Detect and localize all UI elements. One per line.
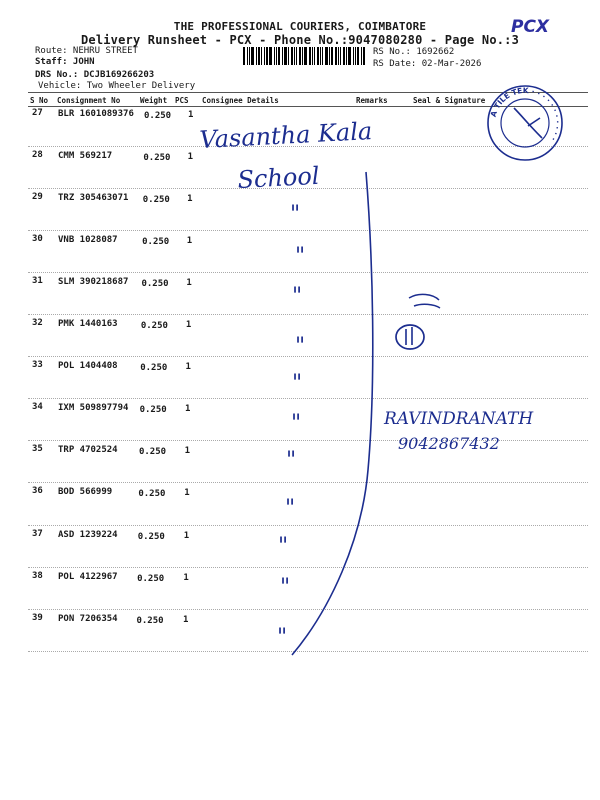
barcode-bar: [269, 47, 272, 65]
company-title: THE PROFESSIONAL COURIERS, COIMBATORE: [173, 20, 427, 33]
col-sno: S No: [30, 96, 49, 105]
barcode-bar: [325, 47, 328, 65]
handwritten-school-line1: Vasantha Kala: [198, 116, 373, 154]
barcode-bar: [363, 47, 365, 65]
row-pcs: 1: [183, 572, 189, 583]
vehicle-label: Vehicle: Two Wheeler Delivery: [38, 81, 196, 91]
row-sno: 35: [32, 444, 43, 455]
ditto-mark: ": [292, 371, 303, 396]
barcode-bar: [247, 47, 248, 65]
barcode-image: [243, 47, 368, 65]
barcode-bar: [278, 47, 280, 65]
row-separator: [28, 314, 588, 315]
row-separator: [28, 272, 588, 273]
row-sno: 33: [32, 360, 43, 371]
barcode-bar: [357, 47, 359, 65]
barcode-bar: [322, 47, 323, 65]
row-weight: 0.250: [141, 279, 169, 290]
pcx-logo: PCX: [511, 17, 550, 37]
barcode-bar: [348, 47, 351, 65]
row-separator: [28, 482, 588, 483]
row-weight: 0.250: [142, 195, 170, 206]
barcode-bar: [329, 47, 330, 65]
ditto-mark: ": [295, 244, 306, 269]
row-consignment-no: CMM 569217: [58, 151, 113, 162]
barcode-bar: [256, 47, 257, 65]
col-pcs: PCS: [175, 96, 189, 105]
row-weight: 0.250: [137, 573, 165, 584]
handwritten-bracket-line: [292, 172, 373, 655]
row-sno: 31: [32, 276, 43, 287]
ditto-mark: ": [285, 496, 296, 521]
row-consignment-no: IXM 509897794: [58, 403, 129, 414]
row-pcs: 1: [186, 236, 193, 247]
ditto-mark: ": [286, 448, 297, 473]
row-weight: 0.250: [143, 153, 171, 164]
route-label: Route: NEHRU STREET: [35, 46, 138, 56]
barcode-bar: [282, 47, 283, 65]
row-separator: [28, 188, 588, 189]
ditto-mark: ": [292, 284, 303, 309]
row-separator: [28, 651, 588, 652]
row-consignment-no: POL 4122967: [58, 571, 118, 582]
barcode-bar: [276, 47, 277, 65]
barcode-bar: [338, 47, 339, 65]
barcode-bar: [294, 47, 295, 65]
barcode-bar: [317, 47, 319, 65]
handwritten-circled-mark: [396, 325, 424, 349]
barcode-bar: [346, 47, 347, 65]
ditto-mark: ": [290, 202, 301, 227]
row-sno: 28: [32, 150, 43, 161]
ditto-mark: ": [277, 625, 288, 650]
barcode-bar: [340, 47, 341, 65]
row-sno: 39: [32, 612, 43, 623]
handwritten-receiver-name: RAVINDRANATH: [384, 409, 534, 429]
row-weight: 0.250: [144, 111, 172, 121]
runsheet-subtitle: Delivery Runsheet - PCX - Phone No.:9047080280 - Page No.:3: [80, 33, 520, 47]
barcode-bar: [331, 47, 333, 65]
row-sno: 37: [32, 528, 43, 539]
row-weight: 0.250: [138, 489, 166, 500]
barcode-bar: [291, 47, 293, 65]
row-weight: 0.250: [138, 447, 167, 458]
row-sno: 27: [32, 108, 43, 118]
company-seal-stamp: [484, 82, 566, 164]
row-pcs: 1: [185, 362, 191, 373]
barcode-bar: [335, 47, 337, 65]
row-consignment-no: PON 7206354: [58, 613, 118, 624]
rs-number: RS No.: 1692662: [373, 47, 455, 57]
barcode-bar: [249, 47, 250, 65]
rs-date: RS Date: 02-Mar-2026: [373, 59, 482, 69]
barcode-bar: [284, 47, 287, 65]
row-consignment-no: POL 1404408: [58, 361, 118, 372]
staff-label: Staff: JOHN: [35, 57, 95, 67]
barcode-bar: [299, 47, 301, 65]
col-consignment: Consignment No: [57, 96, 121, 105]
barcode-bar: [314, 47, 315, 65]
row-pcs: 1: [183, 530, 190, 541]
row-consignment-no: VNB 1028087: [58, 235, 118, 246]
ditto-mark: ": [280, 575, 291, 600]
row-consignment-no: BLR 1601089376: [58, 109, 134, 119]
barcode-bar: [355, 47, 356, 65]
barcode-bar: [264, 47, 265, 65]
row-consignment-no: SLM 390218687: [58, 277, 129, 288]
row-pcs: 1: [184, 446, 191, 457]
ditto-mark: ": [295, 334, 306, 359]
svg-text:A TILE TEK · · · · · · · · · ·: A TILE TEK · · · · · · · · · · ·: [488, 85, 563, 143]
col-consignee-details: Consignee Details: [202, 96, 279, 105]
row-pcs: 1: [187, 194, 193, 205]
barcode-bar: [251, 47, 254, 65]
handwritten-school-line2: School: [236, 161, 321, 194]
row-consignment-no: PMK 1440163: [58, 319, 118, 330]
barcode-bar: [302, 47, 303, 65]
row-separator: [28, 398, 588, 399]
barcode-bar: [274, 47, 275, 65]
ditto-mark: ": [278, 534, 289, 559]
handwritten-scribble: [409, 294, 440, 308]
barcode-bar: [266, 47, 268, 65]
row-weight: 0.250: [140, 321, 168, 332]
row-sno: 38: [32, 570, 43, 581]
row-separator: [28, 567, 588, 568]
row-sno: 34: [32, 402, 43, 413]
barcode-bar: [288, 47, 289, 65]
row-weight: 0.250: [136, 615, 164, 626]
barcode-bar: [243, 47, 245, 65]
row-separator: [28, 356, 588, 357]
row-weight: 0.250: [137, 531, 165, 542]
barcode-bar: [320, 47, 321, 65]
barcode-bar: [353, 47, 354, 65]
row-sno: 29: [32, 192, 43, 203]
row-sno: 32: [32, 318, 43, 329]
barcode-bar: [343, 47, 345, 65]
row-pcs: 1: [184, 488, 190, 499]
row-weight: 0.250: [140, 363, 168, 374]
barcode-bar: [261, 47, 262, 65]
barcode-bar: [296, 47, 297, 65]
barcode-bar: [361, 47, 362, 65]
ditto-marks: [277, 202, 305, 650]
row-weight: 0.250: [142, 237, 170, 248]
row-separator: [28, 609, 588, 610]
row-pcs: 1: [188, 110, 194, 120]
row-pcs: 1: [186, 278, 192, 289]
row-sno: 36: [32, 486, 43, 497]
row-separator: [28, 230, 588, 231]
barcode-bar: [258, 47, 260, 65]
row-pcs: 1: [182, 614, 189, 625]
col-remarks: Remarks: [356, 96, 388, 105]
row-separator: [28, 440, 588, 441]
barcode-bar: [309, 47, 311, 65]
col-weight: Weight: [140, 96, 168, 105]
col-seal-signature: Seal & Signature: [413, 96, 486, 105]
row-pcs: 1: [187, 152, 193, 163]
circled-mark-strokes: [406, 327, 412, 345]
row-consignment-no: BOD 566999: [58, 487, 113, 498]
row-consignment-no: TRZ 305463071: [58, 193, 129, 204]
row-consignment-no: ASD 1239224: [58, 529, 118, 540]
ditto-mark: ": [291, 411, 302, 436]
row-pcs: 1: [185, 404, 191, 415]
barcode-bar: [304, 47, 307, 65]
row-weight: 0.250: [139, 405, 167, 416]
drs-number: DRS No.: DCJB169266203: [35, 70, 155, 80]
barcode-bar: [312, 47, 313, 65]
row-consignment-no: TRP 4702524: [58, 445, 118, 456]
row-sno: 30: [32, 234, 43, 245]
row-pcs: 1: [185, 320, 192, 331]
handwritten-receiver-phone: 9042867432: [398, 434, 500, 453]
row-separator: [28, 525, 588, 526]
